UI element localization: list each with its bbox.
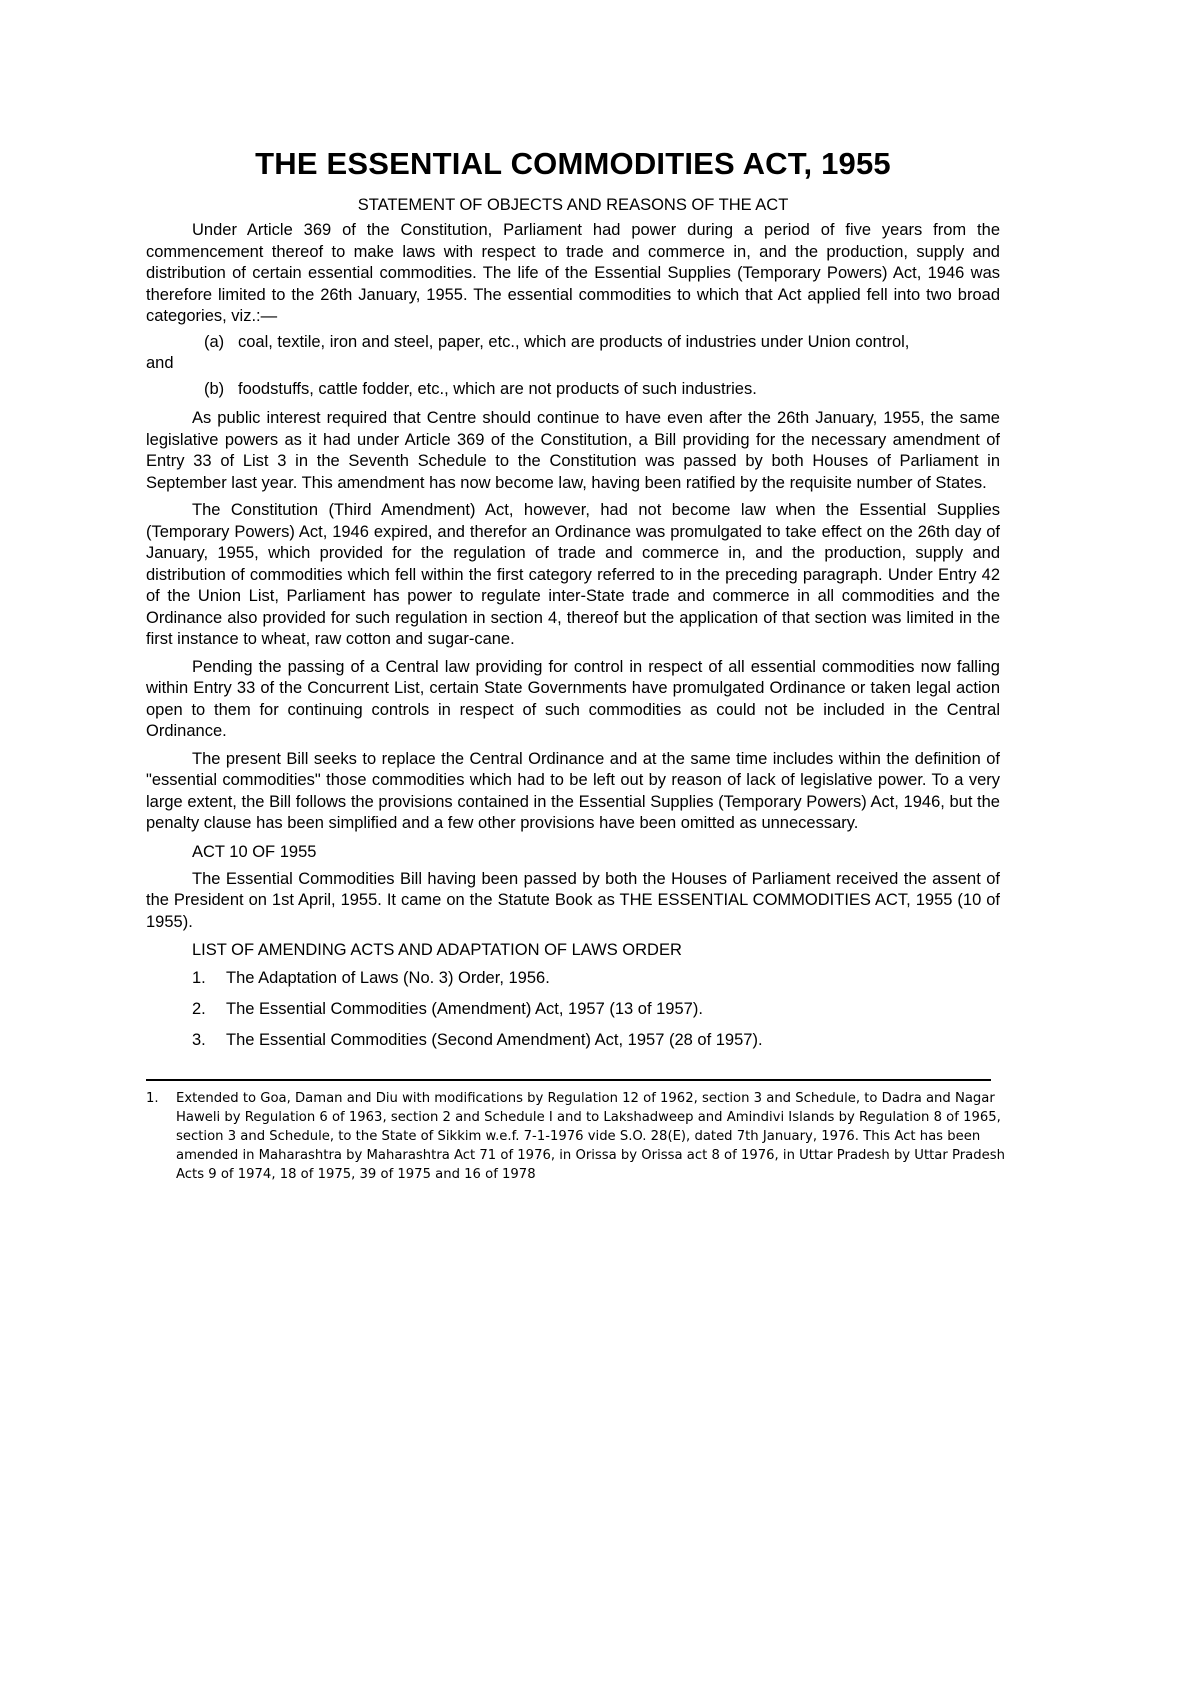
amending-acts-list	[146, 967, 1000, 1051]
list-item	[192, 1029, 1000, 1051]
list-item	[192, 967, 1000, 989]
category-item-a-label: (a)	[204, 332, 225, 351]
paragraph-assent: The Essential Commodities Bill having been passed by both the Houses of Parliament received the assent of the President on 1st April, 1955. It came on the Statute Book as THE ESSENTIAL COMMODITIES ACT, 1955 (10 of 1955).	[146, 869, 1000, 931]
category-item-a-text: coal, textile, iron and steel, paper, etc., which are products of industries under Union control,	[238, 332, 910, 351]
paragraph-third-amendment: The Constitution (Third Amendment) Act, however, had not become law when the Essential Supplies (Temporary Powers) Act, 1946 expired, and therefor an Ordinance was promulgated to take effect on the 26th day of January, 1955, which provided for the regulation of trade and commerce in, and the production, supply and distribution of commodities which fell within the first category referred to in the preceding paragraph. Under Entry 42 of the Union List, Parliament has power to regulate inter-State trade and commerce in all commodities and the Ordinance also provided for such regulation in section 4, thereof but the application of that section was limited in the first instance to wheat, raw cotton and sugar-cane.	[146, 501, 1000, 648]
list-item-number: 2.	[192, 1000, 206, 1018]
list-item	[192, 998, 1000, 1020]
paragraph-present-bill: The present Bill seeks to replace the Central Ordinance and at the same time includes within the definition of "essential commodities" those commodities which had to be left out by reason of lack of legislative power. To a very large extent, the Bill follows the provisions contained in the Essential Supplies (Temporary Powers) Act, 1946, but the penalty clause has been simplified and a few other provisions have been omitted as unnecessary.	[146, 749, 1000, 832]
document-page	[146, 146, 1005, 1184]
category-item-b-text: foodstuffs, cattle fodder, etc., which are not products of such industries.	[238, 379, 757, 398]
act-heading: ACT 10 OF 1955	[192, 842, 317, 861]
amending-acts-heading: LIST OF AMENDING ACTS AND ADAPTATION OF LAWS ORDER	[192, 941, 682, 959]
document-title: THE ESSENTIAL COMMODITIES ACT, 1955	[255, 146, 891, 181]
conjunction-and: and	[146, 354, 174, 372]
list-item-text: The Essential Commodities (Amendment) Act, 1957 (13 of 1957).	[226, 1000, 703, 1018]
paragraph-public-interest: As public interest required that Centre should continue to have even after the 26th January, 1955, the same legislative powers as it had under Article 369 of the Constitution, a Bill providing for the necessary amendment of Entry 33 of List 3 in the Seventh Schedule to the Constitution was passed by both Houses of Parliament in September last year. This amendment has now become law, having been ratified by the requisite number of States.	[146, 409, 1000, 492]
category-item-b	[146, 379, 1000, 401]
footnote-number: 1.	[146, 1091, 159, 1106]
footnote-text: Extended to Goa, Daman and Diu with modifications by Regulation 12 of 1962, section 3 and Schedule, to Dadra and Nagar Haweli by Regulation 6 of 1963, section 2 and Schedule I and to Lakshadweep and Amindivi Islands by Regulation 8 of 1965, section 3 and Schedule, to the State of Sikkim w.e.f. 7-1-1976 vide S.O. 28(E), dated 7th January, 1976. This Act has been amended in Maharashtra by Maharashtra Act 71 of 1976, in Orissa by Orissa act 8 of 1976, in Uttar Pradesh by Uttar Pradesh Acts 9 of 1974, 18 of 1975, 39 of 1975 and 16 of 1978	[176, 1091, 1005, 1182]
footnote	[146, 1089, 1021, 1184]
document-subtitle: STATEMENT OF OBJECTS AND REASONS OF THE ACT	[357, 196, 789, 214]
paragraph-pending-central-law: Pending the passing of a Central law providing for control in respect of all essential commodities now falling within Entry 33 of the Concurrent List, certain State Governments have promulgated Ordinance or taken legal action open to them for continuing controls in respect of such commodities as could not be included in the Central Ordinance.	[146, 657, 1000, 740]
list-item-text: The Essential Commodities (Second Amendment) Act, 1957 (28 of 1957).	[226, 1031, 763, 1049]
paragraph-article-369: Under Article 369 of the Constitution, Parliament had power during a period of five years from the commencement thereof to make laws with respect to trade and commerce in, and the production, supply and distribution of certain essential commodities. The life of the Essential Supplies (Temporary Powers) Act, 1946 was therefore limited to the 26th January, 1955. The essential commodities to which that Act applied fell into two broad categories, viz.:—	[146, 221, 1000, 325]
category-item-a	[146, 332, 1000, 354]
list-item-number: 3.	[192, 1031, 206, 1049]
list-item-text: The Adaptation of Laws (No. 3) Order, 1956.	[226, 969, 550, 987]
footnote-divider	[146, 1079, 991, 1081]
list-item-number: 1.	[192, 969, 206, 987]
category-item-b-label: (b)	[204, 379, 225, 398]
